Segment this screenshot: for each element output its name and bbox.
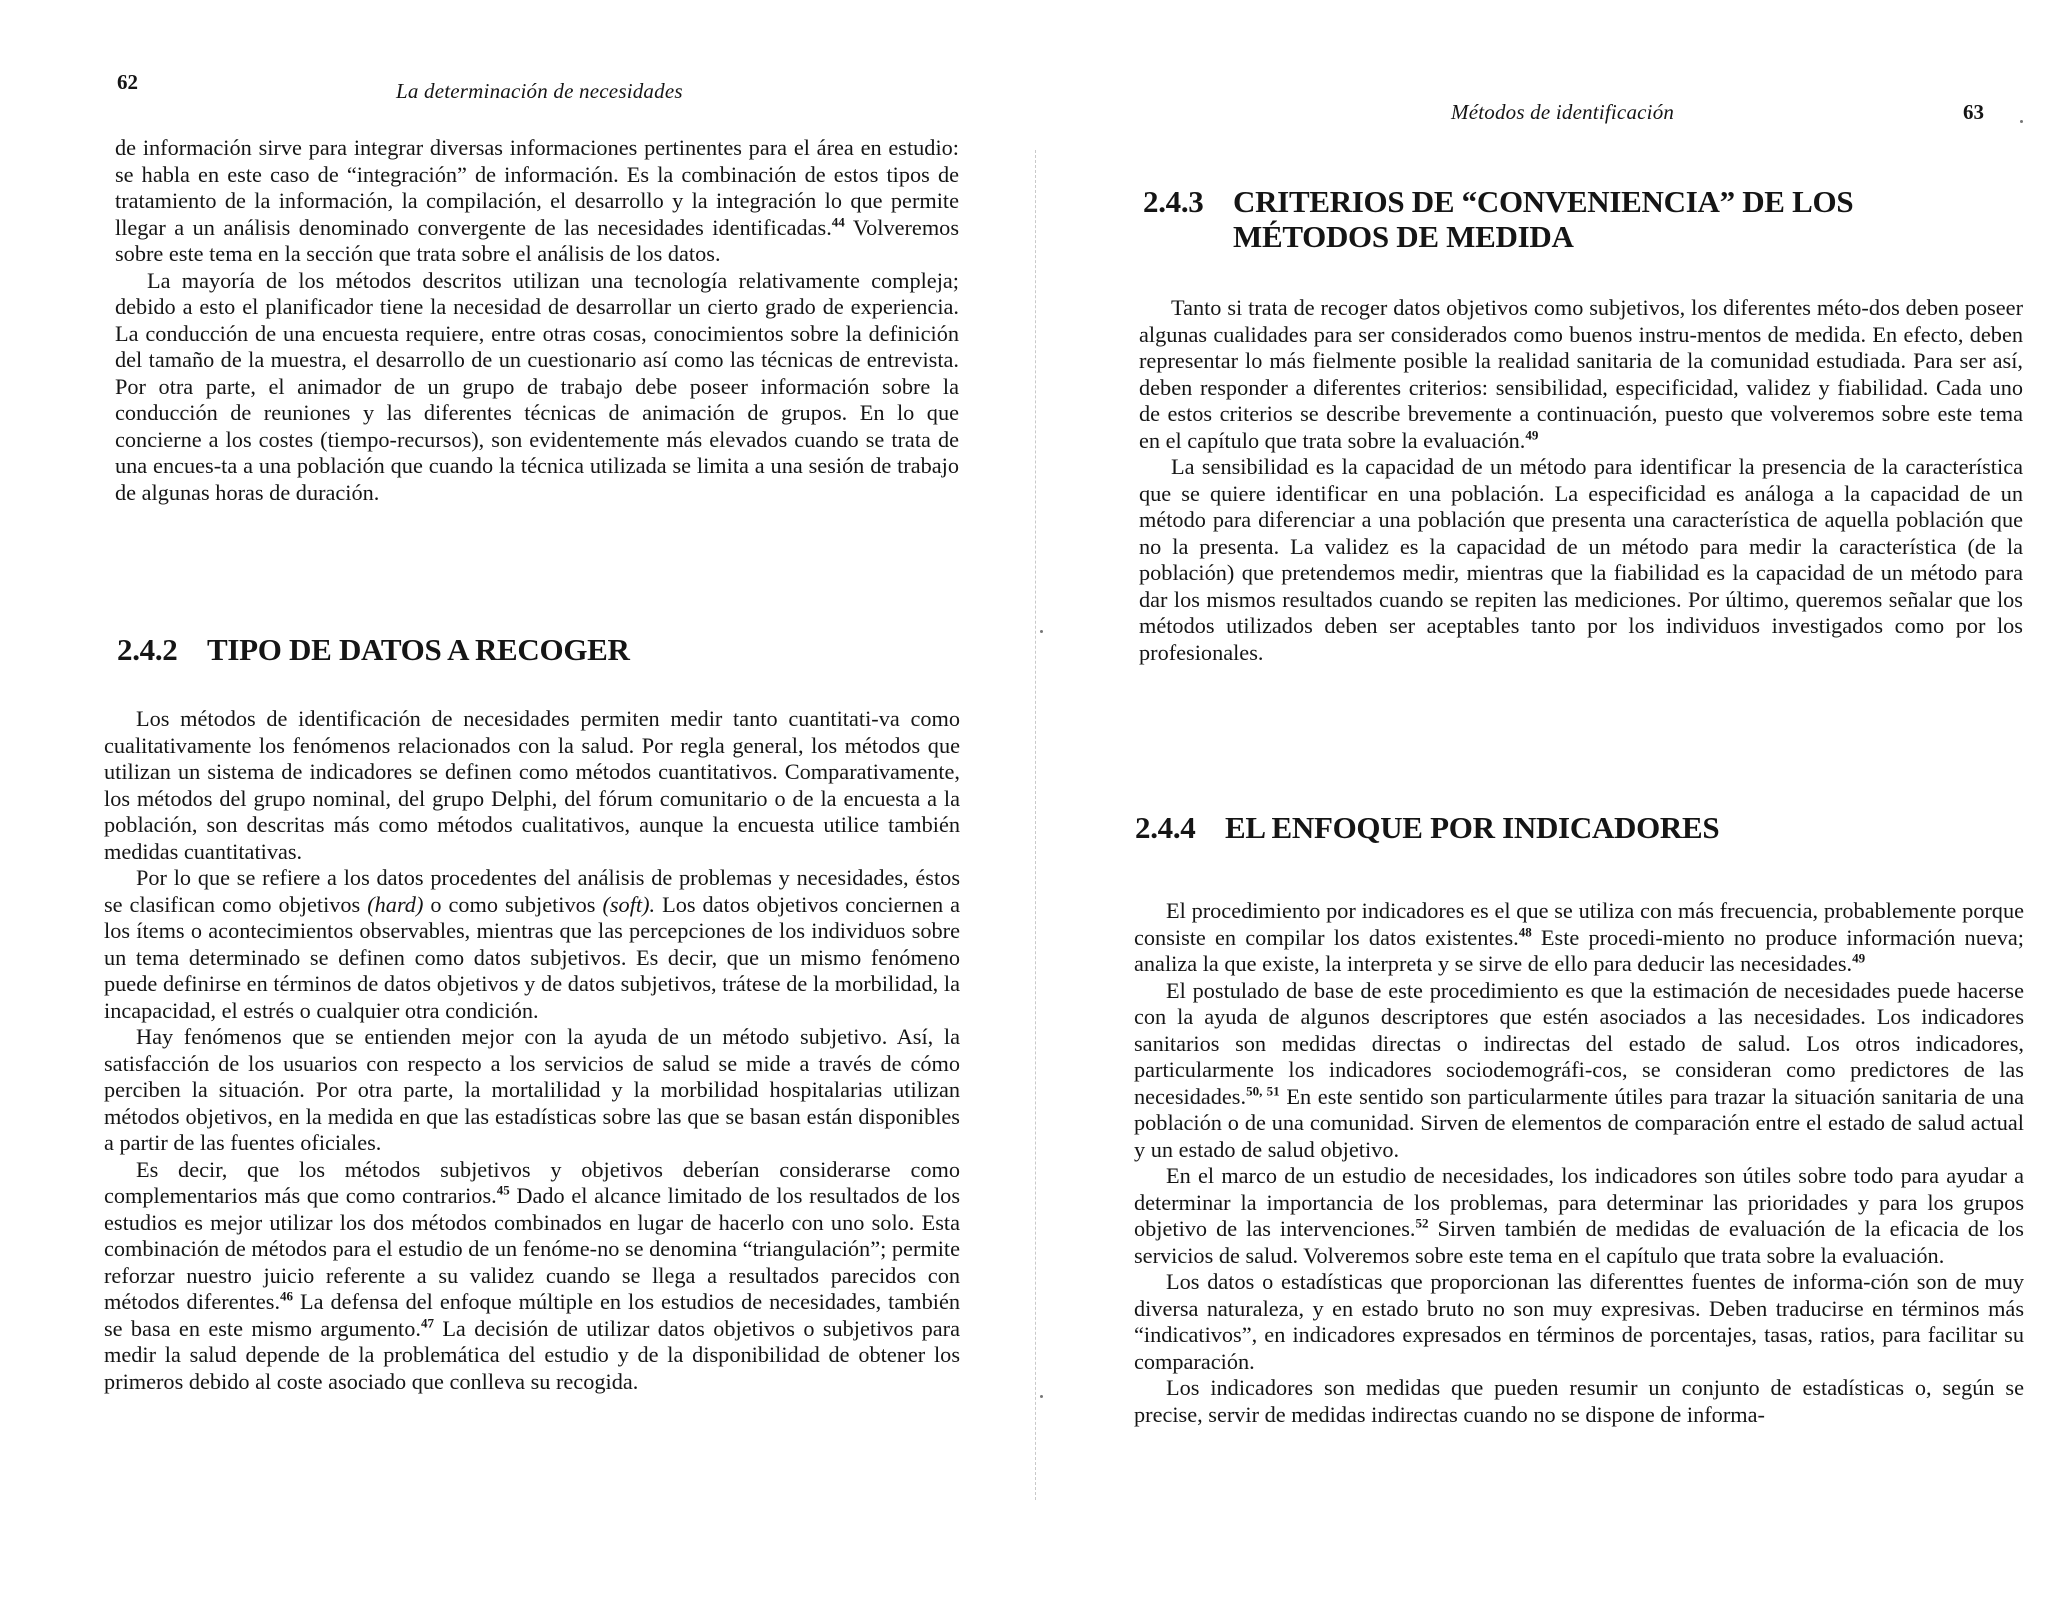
right-page: [1040, 0, 2048, 1621]
paragraph-text: Es decir, que los métodos subjetivos y objetivos deberían considerarse como complementarios más que como contrarios.: [104, 1156, 960, 1208]
paragraph: Los indicadores son medidas que pueden resumir un conjunto de estadísticas o, según se precise, servir de medidas indirectas cuando no se dispone de informa-: [1134, 1375, 2024, 1427]
paragraph-text: El postulado de base de este procedimiento es que la estimación de necesidades puede hacerse con la ayuda de algunos descriptores que estén asociados a las necesidades. Los indicadores sanitarios son medidas directas o indirectas del estado de salud. Los otros indicadores, particularmente los indicadores sociodemográfi-cos, se consideran como predictores de las necesidades.: [1134, 977, 2024, 1109]
paragraph: [104, 1157, 960, 1396]
footnote-ref: 52: [1415, 1215, 1429, 1231]
emphasis-soft: (soft).: [602, 891, 656, 917]
running-head: Métodos de identificación: [1451, 100, 1675, 124]
section-title: EL ENFOQUE POR INDICADORES: [1225, 810, 1720, 845]
paragraph: La mayoría de los métodos descritos utilizan una tecnología relativamente compleja; debido a esto el planificador tiene la necesidad de desarrollar un cierto grado de experiencia. La conducción de una encuesta requiere, entre otras cosas, conocimientos sobre la definición del tamaño de la muestra, el desarrollo de un cuestionario así como las técnicas de entrevista. Por otra parte, el animador de un grupo de trabajo debe poseer información sobre la conducción de reuniones y las diferentes técnicas de animación de grupos. En lo que concierne a los costes (tiempo-recursos), son evidentemente más elevados cuando se trata de una encues-ta a una población que cuando la técnica utilizada se limita a una sesión de trabajo de algunas horas de duración.: [115, 267, 959, 505]
paragraph: [104, 865, 960, 1024]
footnote-ref: 49: [1525, 427, 1539, 443]
paragraph: [1134, 898, 2024, 978]
paragraph-text: Este procedi-miento no produce información nueva; analiza la que existe, la interpreta y se sirve de ello para deducir las necesidades.: [1134, 924, 2024, 976]
footnote-ref: 50, 51: [1246, 1083, 1280, 1099]
paragraph-text: Dado el alcance limitado de los resultados de los estudios es mejor utilizar los dos métodos combinados en lugar de hacerlo con uno solo. Esta combinación de métodos para el estudio de un fenóme-no se denomina “triangulación”; permite reforzar nuestro juicio referente a su validez cuando se llega a resultados parecidos con métodos diferentes.: [104, 1183, 960, 1314]
paragraph: [1139, 295, 2023, 454]
paragraph: Hay fenómenos que se entienden mejor con la ayuda de un método subjetivo. Así, la satisfacción de los usuarios con respecto a los servicios de salud se mide a través de cómo perciben la situación. Por otra parte, la mortalilidad y la morbilidad hospitalarias utilizan métodos objetivos, en la medida en que las estadísticas sobre las que se basan están disponibles a partir de las fuentes oficiales.: [104, 1024, 960, 1155]
footnote-ref: 45: [496, 1182, 510, 1198]
paragraph: [1134, 978, 2024, 1164]
emphasis-hard: (hard): [367, 891, 424, 917]
paragraph: [1134, 1163, 2024, 1269]
section-number: 2.4.4: [1135, 810, 1196, 845]
paragraph-text: o como subjetivos: [423, 891, 603, 917]
section-title: TIPO DE DATOS A RECOGER: [207, 632, 630, 667]
running-head: La determinación de necesidades: [396, 79, 683, 103]
gutter-line: [1035, 150, 1036, 1500]
paragraph-text: La defensa del enfoque múltiple en los estudios de necesidades, también se basa en este mismo argumento.: [104, 1289, 960, 1341]
section-body: [104, 706, 960, 1395]
paragraph-text: En este sentido son particularmente útiles para trazar la situación sanitaria de una población o de una comunidad. Sirven de elementos de comparación entre el estado de salud actual y un estado de salud objetivo.: [1134, 1083, 2024, 1162]
paragraph: Los métodos de identificación de necesidades permiten medir tanto cuantitati-va como cualitativamente los fenómenos relacionados con la salud. Por regla general, los métodos que utilizan un sistema de indicadores se definen como métodos cuantitativos. Comparativamente, los métodos del grupo nominal, del grupo Delphi, del fórum comunitario o de la encuesta a la población, son descritas más como métodos cualitativos, aunque la encuesta utilice también medidas cuantitativas.: [104, 706, 960, 864]
section-number: 2.4.3: [1143, 184, 1204, 219]
section-body: [1134, 898, 2024, 1428]
paragraph-text: Tanto si trata de recoger datos objetivos como subjetivos, los diferentes méto-dos deben poseer algunas cualidades para ser considerados como buenos instru-mentos de medida. En efecto, deben representar lo más fielmente posible la realidad sanitaria de la comunidad estudiada. Para ser así, deben responder a diferentes criterios: sensibilidad, especificidad, validez y fiabilidad. Cada uno de estos criterios se describe brevemente a continuación, puesto que volveremos sobre este tema en el capítulo que trata sobre la evaluación.: [1139, 295, 2023, 453]
footnote-ref: 47: [420, 1315, 434, 1331]
paragraph-text: de información sirve para integrar diversas informaciones pertinentes para el área en estudio: se habla en este caso de “integración” de información. Es la combinación de estos tipos de tratamiento de la información, la compilación, el desarrollo y la integración lo que permite llegar a un análisis denominado convergente de las necesidades identificadas.: [115, 135, 959, 240]
footnote-ref: 49: [1852, 950, 1866, 966]
paragraph-text: La decisión de utilizar datos objetivos o subjetivos para medir la salud depende de la problemática del estudio y de la disponibilidad de obtener los primeros debido al coste asociado que conlleva su recogida.: [104, 1315, 960, 1394]
paragraph-text: El procedimiento por indicadores es el que se utiliza con más frecuencia, probablemente porque consiste en compilar los datos existentes.: [1134, 898, 2024, 950]
paragraph-text: En el marco de un estudio de necesidades, los indicadores son útiles sobre todo para ayudar a determinar la importancia de los problemas, para determinar las prioridades y para los grupos objetivo de las intervenciones.: [1134, 1163, 2024, 1241]
section-heading: [117, 632, 957, 667]
section-heading: [1135, 810, 1985, 845]
paragraph: La sensibilidad es la capacidad de un método para identificar la presencia de la característica que se quiere identificar en una población. La especificidad es análoga a la capacidad de un método para diferenciar a una población que presenta una característica de aquella población que no la presenta. La validez es la capacidad de un método para medir la característica (de la población) que pretendemos medir, mientras que la fiabilidad es la capacidad de un método para dar los mismos resultados cuando se repiten las mediciones. Por último, queremos señalar que los métodos utilizados deben ser aceptables tanto por los individuos investigados como por los profesionales.: [1139, 454, 2023, 665]
footnote-ref: 44: [831, 214, 845, 230]
section-title: CRITERIOS DE “CONVENIENCIA” DE LOS MÉTODOS DE MEDIDA: [1233, 184, 1854, 254]
intro-text: [115, 135, 959, 506]
paragraph-text: Volveremos sobre este tema en la sección que trata sobre el análisis de los datos.: [115, 214, 959, 266]
page-number: 63: [1963, 100, 1984, 124]
paragraph-text: Por lo que se refiere a los datos procedentes del análisis de problemas y necesidades, éstos se clasifican como objetivos: [104, 865, 960, 917]
paragraph-text: Sirven también de medidas de evaluación de la eficacia de los servicios de salud. Volveremos sobre este tema en el capítulo que trata sobre la evaluación.: [1134, 1216, 2024, 1268]
section-heading: [1143, 184, 1943, 254]
paragraph: [115, 135, 959, 268]
section-number: 2.4.2: [117, 632, 178, 667]
page-number: 62: [117, 70, 138, 94]
footnote-ref: 48: [1518, 924, 1532, 940]
footnote-ref: 46: [280, 1288, 294, 1304]
paragraph-text: Los datos objetivos conciernen a los ítems o acontecimientos observables, mientras que las percepciones de los individuos sobre un tema determinado se definen como datos subjetivos. Es decir, que un mismo fenómeno puede definirse en términos de datos objetivos y de datos subjetivos, trátese de la morbilidad, la incapacidad, el estrés o cualquier otra condición.: [104, 891, 960, 1023]
section-body: [1139, 295, 2023, 666]
paragraph: Los datos o estadísticas que proporcionan las diferenttes fuentes de informa-ción son de muy diversa naturaleza, y en estado bruto no son muy expresivas. Deben traducirse en términos más “indicativos”, en indicadores expresados en términos de porcentajes, tasas, ratios, para facilitar su comparación.: [1134, 1269, 2024, 1374]
